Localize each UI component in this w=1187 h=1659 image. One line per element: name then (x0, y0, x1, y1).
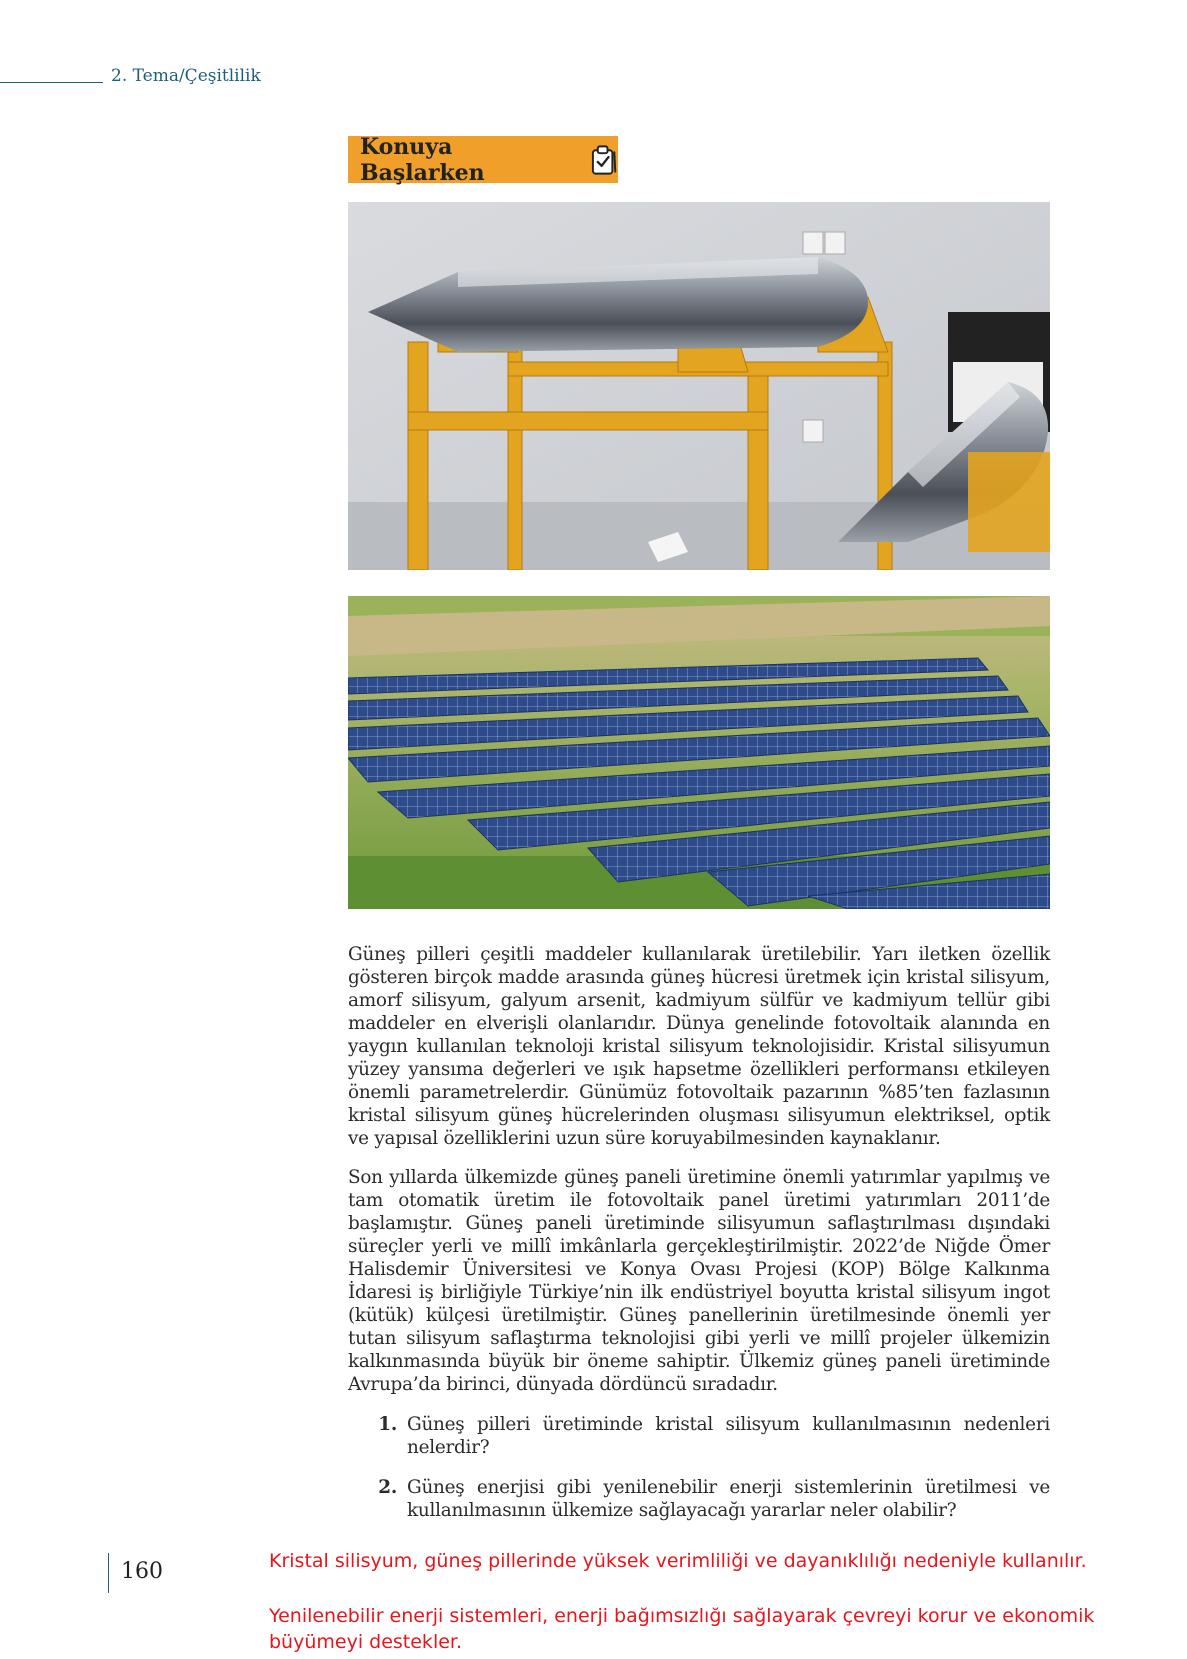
header-title: 2. Tema/Çeşitlilik (111, 66, 261, 86)
clipboard-check-icon (589, 144, 618, 176)
question-number: 2. (378, 1477, 397, 1498)
silicon-ingot-photo (348, 202, 1050, 570)
section-badge (348, 133, 618, 186)
badge-label: Konuya Başlarken (360, 133, 485, 186)
answer-1: Kristal silisyum, güneş pillerinde yüksek verimliliği ve dayanıklılığı nedeniyle kullanılır. (269, 1550, 1087, 1572)
question-item (348, 1413, 1050, 1459)
header-rule (0, 82, 103, 83)
answer-2: Yenilenebilir enerji sistemleri, enerji bağımsızlığı sağlayarak çevreyi korur ve ekonomik büyümeyi destekler. (269, 1605, 1095, 1653)
solar-field-photo (348, 596, 1050, 909)
question-item (348, 1476, 1050, 1522)
paragraph-2: Son yıllarda ülkemizde güneş paneli üretimine önemli yatırımlar yapılmış ve tam otomatik üretim ile fotovoltaik panel üretimi yatırımları 2011’de başlamıştır. Güneş paneli üretiminde silisyumun saflaştırılması dışındaki süreçler yerli ve millî imkânlarla gerçekleştirilmiştir. 2022’de Niğde Ömer Halisdemir Üniversitesi ve Konya Ovası Projesi (KOP) Bölge Kalkınma İdaresi iş birliğiyle Türkiye’nin ilk endüstriyel boyutta kristal silisyum ingot (kütük) külçesi üretilmiştir. Güneş panellerinin üretilmesinde önemli yer tutan silisyum saflaştırma teknolojisi gibi yerli ve millî projeler ülkemizin kalkınmasında büyük bir öneme sahiptir. Ülkemiz güneş paneli üretiminde Avrupa’da birinci, dünyada dördüncü sıradadır. (348, 1167, 1050, 1395)
page-number: 160 (121, 1559, 163, 1584)
question-text: Güneş pilleri üretiminde kristal silisyum kullanılmasının nedenleri nelerdir? (407, 1414, 1050, 1458)
page-number-rule (108, 1553, 109, 1593)
paragraph-1: Güneş pilleri çeşitli maddeler kullanılarak üretilebilir. Yarı iletken özellik gösteren birçok madde arasında güneş hücresi üretmek için kristal silisyum, amorf silisyum, galyum arsenit, kadmiyum sülfür ve kadmiyum tellür gibi maddeler en elverişli olanlarıdır. Dünya genelinde fotovoltaik alanında en yaygın kullanılan teknoloji kristal silisyum teknolojisidir. Kristal silisyumun yüzey yansıma değerleri ve ışık hapsetme özellikleri performansı etkileyen önemli parametrelerdir. Günümüz fotovoltaik pazarının %85’ten fazlasının kristal silisyum güneş hücrelerinden oluşması silisyumun elektriksel, optik ve yapısal özelliklerini uzun süre koruyabilmesinden kaynaklanır. (348, 944, 1050, 1149)
question-number: 1. (378, 1414, 397, 1435)
question-text: Güneş enerjisi gibi yenilenebilir enerji sistemlerinin üretilmesi ve kullanılmasının ülkemize sağlayacağı yararlar neler olabilir? (407, 1477, 1050, 1521)
